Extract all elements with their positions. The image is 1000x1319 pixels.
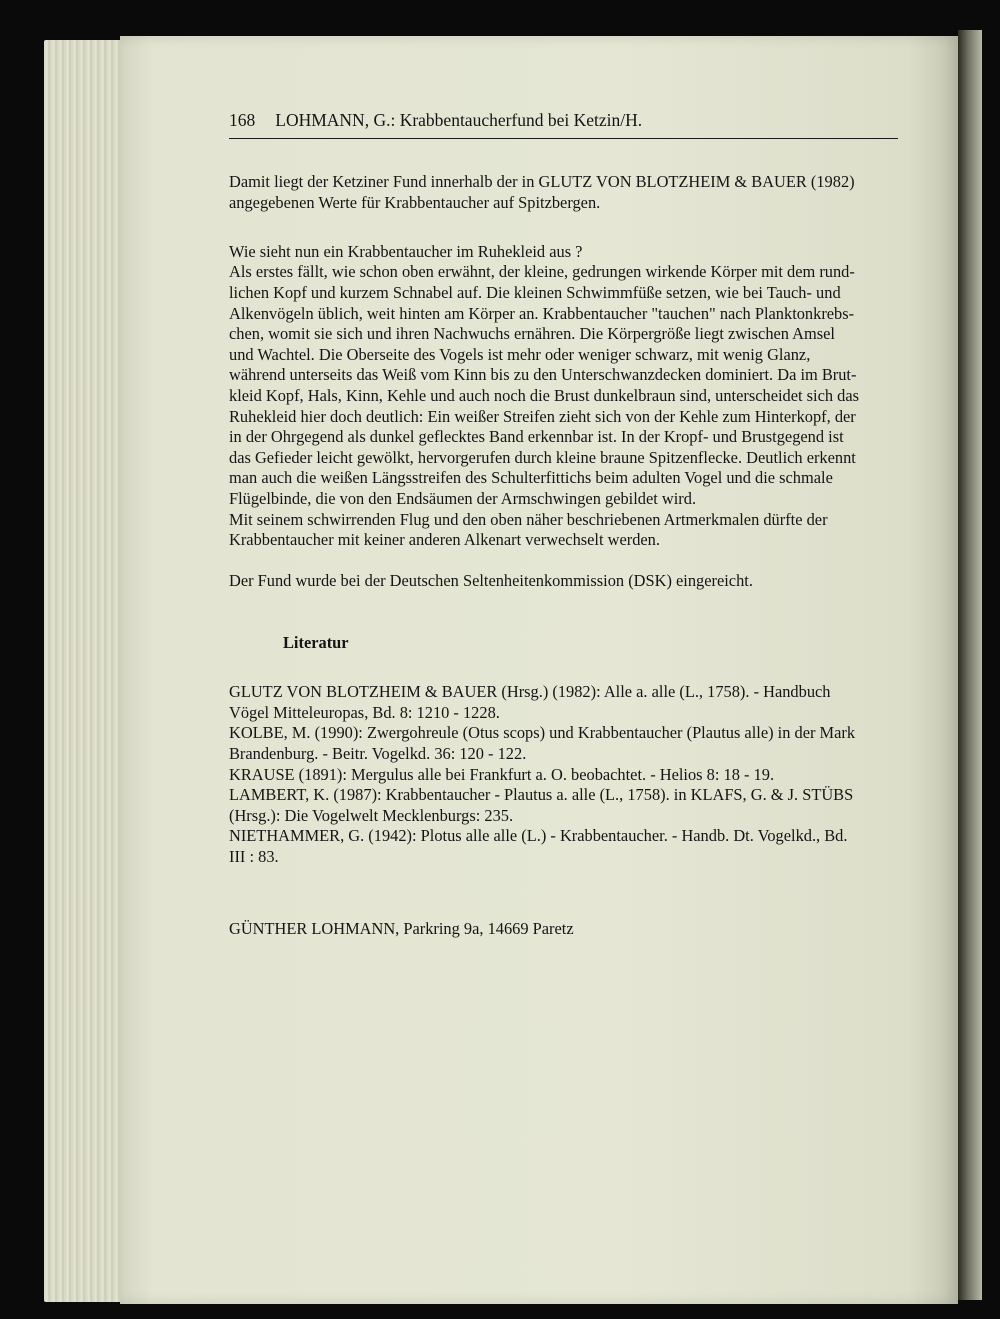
reference-line: Vögel Mitteleuropas, Bd. 8: 1210 - 1228. [229, 702, 500, 722]
paragraph-2-line-6: während unterseits das Weiß vom Kinn bis zu den Unterschwanzdecken dominiert. Da im Brut- [229, 365, 857, 385]
paragraph-2-line-9: in der Ohrgegend als dunkel geflecktes Band erkennbar ist. In der Kropf- und Brustgegend ist [229, 427, 844, 447]
paragraph-2-line-3: Alkenvögeln üblich, weit hinten am Körper an. Krabbentaucher "tauchen" nach Planktonkrebs- [229, 303, 855, 323]
paragraph-2-line-8: Ruhekleid hier doch deutlich: Ein weißer Streifen zieht sich von der Kehle zum Hinterkopf, der [229, 406, 856, 426]
adjacent-page-edge [958, 30, 982, 1300]
running-title: LOHMANN, G.: Krabbentaucherfund bei Ketzin/H. [275, 110, 643, 130]
running-header [229, 110, 898, 139]
author-address: GÜNTHER LOHMANN, Parkring 9a, 14669 Paretz [229, 918, 574, 938]
literature-heading: Literatur [283, 633, 349, 653]
paragraph-2-line-5: und Wachtel. Die Oberseite des Vogels ist mehr oder weniger schwarz, mit wenig Glanz, [229, 344, 811, 364]
reference-line: KRAUSE (1891): Mergulus alle bei Frankfurt a. O. beobachtet. - Helios 8: 18 - 19. [229, 764, 775, 784]
paragraph-2-line-7: kleid Kopf, Hals, Kinn, Kehle und auch noch die Brust dunkelbraun sind, unterscheidet sich das [229, 385, 859, 405]
page-number: 168 [229, 110, 256, 130]
reference-line: NIETHAMMER, G. (1942): Plotus alle alle (L.) - Krabbentaucher. - Handb. Dt. Vogelkd., Bd. [229, 826, 848, 846]
reference-line: LAMBERT, K. (1987): Krabbentaucher - Plautus a. alle (L., 1758). in KLAFS, G. & J. STÜBS [229, 785, 854, 805]
paragraph-2-line-12: Flügelbinde, die von den Endsäumen der Armschwingen gebildet wird. [229, 488, 697, 508]
paragraph-2-line-13: Mit seinem schwirrenden Flug und den oben näher beschriebenen Artmerkmalen dürfte der [229, 509, 828, 529]
paragraph-2-line-11: man auch die weißen Längsstreifen des Schulterfittichs beim adulten Vogel und die schmale [229, 468, 833, 488]
paragraph-3: Der Fund wurde bei der Deutschen Seltenheitenkommission (DSK) eingereicht. [229, 571, 753, 591]
paragraph-2-line-1: Als erstes fällt, wie schon oben erwähnt, der kleine, gedrungen wirkende Körper mit dem rund- [229, 262, 855, 282]
question-line: Wie sieht nun ein Krabbentaucher im Ruhekleid aus ? [229, 241, 583, 261]
reference-line: (Hrsg.): Die Vogelwelt Mecklenburgs: 235. [229, 805, 514, 825]
paragraph-1-line-1: Damit liegt der Ketziner Fund innerhalb der in GLUTZ VON BLOTZHEIM & BAUER (1982) [229, 172, 855, 191]
paragraph-2-line-2: lichen Kopf und kurzem Schnabel auf. Die kleinen Schwimmfüße setzen, wie bei Tauch- und [229, 282, 841, 302]
paragraph-2-line-14: Krabbentaucher mit keiner anderen Alkenart verwechselt werden. [229, 530, 660, 550]
reference-line: Brandenburg. - Beitr. Vogelkd. 36: 120 - 122. [229, 744, 527, 764]
paragraph-2-line-10: das Gefieder leicht gewölkt, hervorgerufen durch kleine braune Spitzenflecke. Deutlich erkennt [229, 447, 856, 467]
paragraph-2-line-4: chen, womit sie sich und ihren Nachwuchs ernähren. Die Körpergröße liegt zwischen Amsel [229, 324, 835, 344]
paragraph-1-line-2: angegebenen Werte für Krabbentaucher auf Spitzbergen. [229, 192, 601, 212]
reference-line: GLUTZ VON BLOTZHEIM & BAUER (Hrsg.) (1982): Alle a. alle (L., 1758). - Handbuch [229, 682, 831, 702]
article-body [229, 172, 901, 939]
reference-line: III : 83. [229, 847, 279, 866]
reference-line: KOLBE, M. (1990): Zwergohreule (Otus scops) und Krabbentaucher (Plautus alle) in der Mark [229, 723, 856, 743]
